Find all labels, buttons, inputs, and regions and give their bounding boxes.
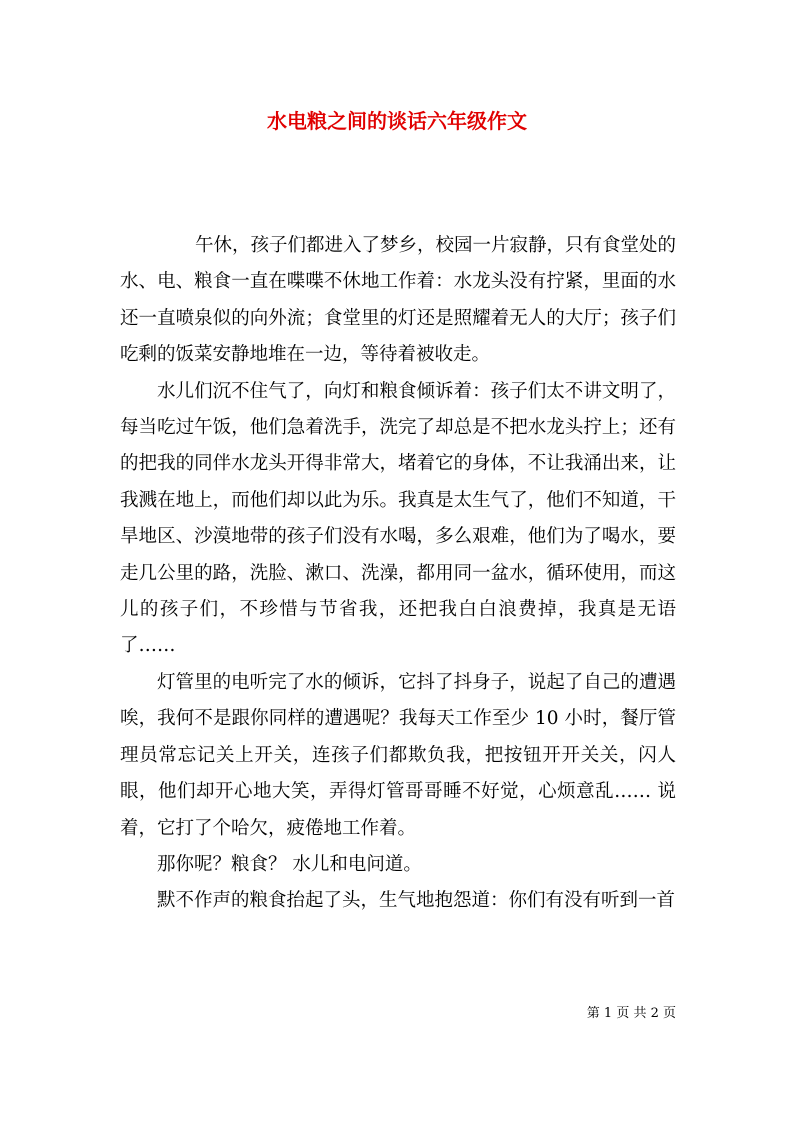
paragraph-3: 灯管里的电听完了水的倾诉，它抖了抖身子，说起了自己的遭遇唉，我何不是跟你同样的遭遇呢？我每天工作至少 10 小时，餐厅管理员常忘记关上开关，连孩子们都欺负我，把按钮开开关关，闪人眼，他们却开心地大笑，弄得灯管哥哥睡不好觉，心烦意乱…… 说着，它打了个哈欠，疲倦地工作着。 bbox=[120, 671, 676, 839]
paragraph-1: 午休，孩子们都进入了梦乡，校园一片寂静，只有食堂处的水、电、粮食一直在喋喋不休地工作着：水龙头没有拧紧，里面的水还一直喷泉似的向外流；食堂里的灯还是照耀着无人的大厅；孩子们吃剩的饭菜安静地堆在一边，等待着被收走。 bbox=[120, 235, 677, 366]
document-body bbox=[120, 228, 676, 920]
page-number-footer: 第 1 页 共 2 页 bbox=[586, 1006, 676, 1021]
document-title: 水电粮之间的谈话六年级作文 bbox=[267, 109, 527, 133]
paragraph-2: 水儿们沉不住气了，向灯和粮食倾诉着：孩子们太不讲文明了，每当吃过午饭，他们急着洗手，洗完了却总是不把水龙头拧上；还有的把我的同伴水龙头开得非常大，堵着它的身体，不让我涌出来，让我溅在地上，而他们却以此为乐。我真是太生气了，他们不知道，干旱地区、沙漠地带的孩子们没有水喝，多么艰难，他们为了喝水，要走几公里的路，洗脸、漱口、洗澡，都用同一盆水，循环使用，而这儿的孩子们，不珍惜与节省我，还把我白白浪费掉，我真是无语了…… bbox=[120, 380, 676, 657]
paragraph-4: 那你呢？粮食？ 水儿和电问道。 bbox=[157, 853, 422, 875]
paragraph-5: 默不作声的粮食抬起了头，生气地抱怨道：你们有没有听到一首 bbox=[157, 890, 676, 912]
